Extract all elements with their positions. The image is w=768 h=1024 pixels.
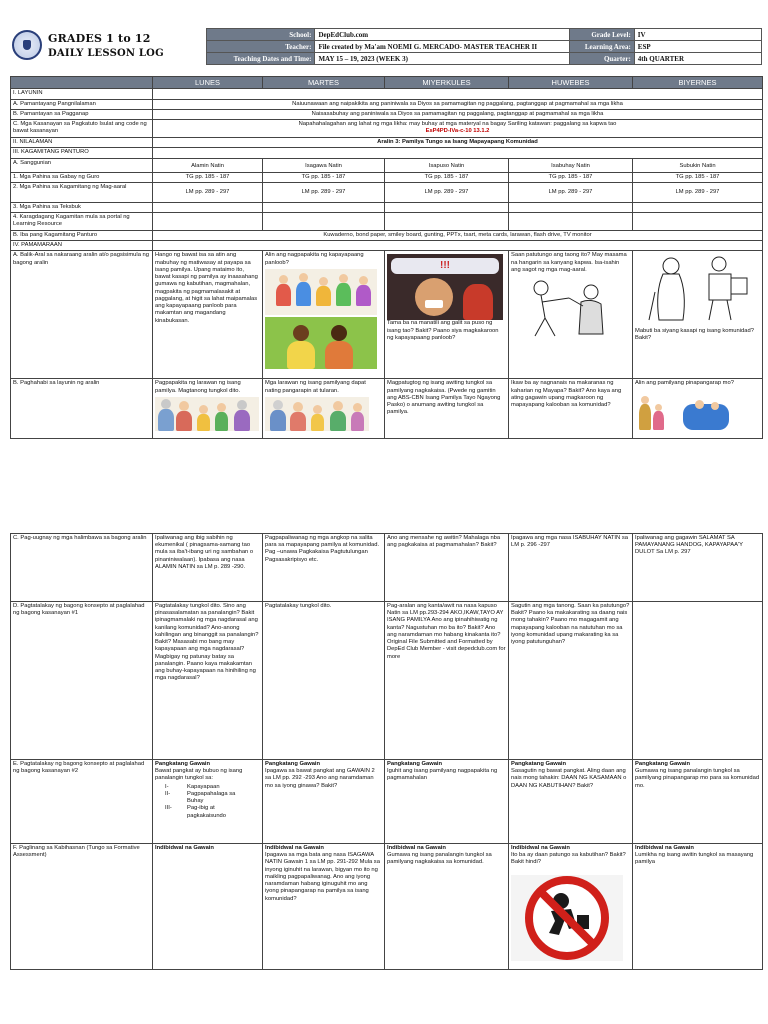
section-biyernes: Subukin Natin	[633, 158, 763, 172]
tg-lunes: TG pp. 185 - 187	[153, 172, 263, 182]
dates-label: Teaching Dates and Time:	[207, 53, 315, 65]
layunin-blank	[153, 89, 763, 99]
school-label: School:	[207, 29, 315, 41]
halimbawa-huwebes: Ipagawa ang mga nasa ISABUHAY NATIN sa LM p. 296 -297	[509, 534, 633, 602]
halimbawa-label: C. Pag-uugnay ng mga halimbawa sa bagong aralin	[11, 534, 153, 602]
konsepto2-biyernes-body: Gumawa ng isang panalangin tungkol sa pamilyang pinapangarap mo para sa komunidad mo.	[635, 768, 760, 789]
kabihasnan-martes-body: Ipagawa sa mga bata ang nasa ISAGAWA NATIN Gawain 1 sa LM pp. 291-292 Mula sa inyong iginuhit na larawan, bigyan mo ito ng maikling pagpapaliwanag. Ano ang iyong naramdaman habang iginuguhit mo ang iyong pinapangarap na pamilya sa isang komunidad?	[265, 852, 380, 902]
karagdagang-lunes	[153, 213, 263, 231]
layunin-aralin-martes: Mga larawan ng isang pamilyang dapat nating pangarapin at tularan.	[265, 380, 366, 394]
tg-martes: TG pp. 185 - 187	[263, 172, 385, 182]
kabihasnan-martes-head: Indibidwal na Gawain	[265, 845, 324, 851]
lm-miyerkules: LM pp. 289 - 297	[385, 182, 509, 202]
konsepto2-lunes-item	[155, 791, 260, 805]
pamamaraan-blank	[153, 241, 763, 251]
konsepto1-label: D. Pagtatalakay ng bagong konsepto at paglalahad ng bagong kasanayan #1	[11, 602, 153, 760]
balik-aral-miyerkules-cell	[385, 251, 509, 379]
area-value: ESP	[634, 41, 761, 53]
halimbawa-lunes: Ipaliwanag ang ibig sabihin ng ekumenikal ( pinagsama-samang tao mula sa iba't-ibang uri ng sambahan o pinaniniwalaan). Ipabasa ang nasa ALAMIN NATIN sa LM p. 289 -290.	[153, 534, 263, 602]
day-martes: MARTES	[263, 77, 385, 89]
balik-aral-biyernes-cell	[633, 251, 763, 379]
konsepto2-lunes-item-text: Kapayapaan	[187, 783, 220, 790]
section-martes: Isagawa Natin	[263, 158, 385, 172]
title-dll: DAILY LESSON LOG	[48, 48, 164, 59]
layunin-heading: I. LAYUNIN	[11, 89, 153, 99]
konsepto2-martes-body: Ipagawa sa bawat pangkat ang GAWAIN 2 sa LM pp. 292 -293 Ano ang naramdaman mo sa iyong ginawa? Bakit?	[265, 768, 375, 789]
karagdagang-huwebes	[509, 213, 633, 231]
dll-header	[10, 28, 762, 64]
kabihasnan-huwebes-head: Indibidwal na Gawain	[511, 845, 570, 851]
nilalaman-value: Aralin 3: Pamilya Tungo sa Isang Mapayapang Komunidad	[153, 138, 763, 148]
pagganap-label: B. Pamantayan sa Pagganap	[11, 109, 153, 119]
kabihasnan-miyerkules-body: Gumawa ng isang panalangin tungkol sa pamilyang nagkakaisa sa komunidad.	[387, 852, 492, 866]
teksbuk-label: 3. Mga Pahina sa Teksbuk	[11, 202, 153, 212]
dll-table-page2	[10, 533, 763, 970]
layunin-aralin-martes-cell	[263, 379, 385, 439]
konsepto2-lunes-item-num: II-	[165, 790, 171, 797]
karagdagang-miyerkules	[385, 213, 509, 231]
day-lunes: LUNES	[153, 77, 263, 89]
balik-aral-martes: Alin ang nagpapakita ng kapayapaang panloob?	[265, 252, 364, 266]
iba-pang-value: Kuwaderno, bond paper, smiley board, gunting, PPTx, tsart, meta cards, larawan, flash drive, TV monitor	[153, 231, 763, 241]
grade-label: Grade Level:	[569, 29, 634, 41]
day-huwebes: HUWEBES	[509, 77, 633, 89]
teksbuk-martes	[263, 202, 385, 212]
lm-biyernes: LM pp. 289 - 297	[633, 182, 763, 202]
konsepto2-lunes-item-text: Pagpapahalaga sa Buhay	[187, 790, 236, 805]
kabihasnan-biyernes-cell	[633, 844, 763, 970]
layunin-aralin-lunes: Pagpapakita ng larawan ng isang pamilya. Magtanong tungkol dito.	[155, 380, 241, 394]
kabihasnan-biyernes-body: Lumikha ng isang awitin tungkol sa masayang pamilya	[635, 852, 754, 866]
konsepto2-lunes-item	[155, 784, 260, 791]
kabihasnan-lunes-head: Indibidwal na Gawain	[155, 845, 214, 851]
iba-pang-label: B. Iba pang Kagamitang Panturo	[11, 231, 153, 241]
kabihasnan-huwebes-body: Ito ba ay daan patungo sa kabutihan? Bakit? Bakit hindi?	[511, 852, 626, 866]
karagdagang-label: 4. Karagdagang Kagamitan mula sa portal ng Learning Resource	[11, 213, 153, 231]
nilalaman-heading: II. NILALAMAN	[11, 138, 153, 148]
quarter-label: Quarter:	[569, 53, 634, 65]
konsepto2-biyernes-head: Pangkatang Gawain	[635, 761, 691, 767]
karagdagang-biyernes	[633, 213, 763, 231]
dream-family-illustration	[635, 390, 735, 432]
tg-huwebes: TG pp. 185 - 187	[509, 172, 633, 182]
kasanayan-cell	[153, 120, 763, 138]
sanggunian-label: A. Sanggunian	[11, 158, 153, 172]
lm-lunes: LM pp. 289 - 297	[153, 182, 263, 202]
konsepto2-lunes-head: Pangkatang Gawain	[155, 761, 211, 767]
konsepto2-martes-cell	[263, 760, 385, 844]
balik-aral-huwebes-cell	[509, 251, 633, 379]
kabihasnan-miyerkules-cell	[385, 844, 509, 970]
halimbawa-biyernes: Ipaliwanag ang gagawin SALAMAT SA PAMAYANANG HANDOG, KAPAYAPAA'Y DULOT Sa LM p. 297	[633, 534, 763, 602]
halimbawa-martes: Pagpapaliwanag ng mga angkop na salita para sa mapayapang pamilya at komunidad. Pag –unawa Pagkakaisa Pagtutulungan Pagsasakripisyo etc.	[263, 534, 385, 602]
konsepto2-lunes-intro: Bawat pangkat ay bubuo ng isang panalangin tungkol sa:	[155, 768, 243, 782]
day-miyerkules: MIYERKULES	[385, 77, 509, 89]
halimbawa-miyerkules: Ano ang mensahe ng awitin? Mahalaga nba ang pagkakaisa at pagmamahalan? Bakit?	[385, 534, 509, 602]
kasanayan-label: C. Mga Kasanayan sa Pagkatuto Isulat ang code ng bawat kasanayan	[11, 120, 153, 138]
kabihasnan-lunes-cell	[153, 844, 263, 970]
kabihasnan-martes-cell	[263, 844, 385, 970]
dll-table-page1	[10, 76, 763, 439]
quarter-value: 4th QUARTER	[634, 53, 761, 65]
lm-label: 2. Mga Pahina sa Kagamitang ng Mag-aaral	[11, 182, 153, 202]
balik-aral-miyerkules: Tama ba na manatili ang galit sa puso ng isang tao? Bakit? Paano siya magkakaroon ng kapayapaang panloob?	[387, 320, 499, 341]
teksbuk-huwebes	[509, 202, 633, 212]
konsepto2-lunes-item-num: III-	[165, 805, 172, 812]
konsepto2-huwebes-head: Pangkatang Gawain	[511, 761, 567, 767]
layunin-aralin-huwebes: Ikaw ba ay nagnanais na makaranas ng kaharian ng Mayapa? Bakit? Ano kaya ang ating gagawin upang magkaroon ng mapayapang kalooban sa komunidad?	[509, 379, 633, 439]
konsepto1-miyerkules: Pag-aralan ang kanta/awit na nasa kapuso Natin sa LM pp.293-294 AKO,IKAW,TAYO AY ISANG PAMILYA Ano ang ipinahihiwatig ng kanta? Nagustuhan mo ba ito? Bakit? Ano ang naramdaman mo habang kinakanta ito? Original File Submitted and Formatted by DepEd Club Member - visit depedclub.com for more	[385, 602, 509, 760]
grade-value: IV	[634, 29, 761, 41]
konsepto2-lunes-item-text: Pag-ibig at pagkakaisundo	[187, 805, 226, 819]
header-info-table	[206, 28, 762, 65]
section-miyerkules: Isapuso Natin	[385, 158, 509, 172]
teksbuk-miyerkules	[385, 202, 509, 212]
konsepto2-lunes-cell	[153, 760, 263, 844]
school-value: DepEdClub.com	[315, 29, 569, 41]
konsepto2-miyerkules-body: Iguhit ang isang pamilyang nagpapakita ng pagmamahalan	[387, 768, 498, 782]
dates-value: MAY 15 – 19, 2023 (WEEK 3)	[315, 53, 569, 65]
konsepto1-biyernes	[633, 602, 763, 760]
kabihasnan-miyerkules-head: Indibidwal na Gawain	[387, 845, 446, 851]
kasanayan-value: Napahahalagahan ang lahat ng mga likha: may buhay at mga materyal na bagay Sariling katawan: paggalang sa kapwa tao	[298, 121, 617, 128]
tg-miyerkules: TG pp. 185 - 187	[385, 172, 509, 182]
konsepto2-miyerkules-head: Pangkatang Gawain	[387, 761, 443, 767]
balik-aral-huwebes: Saan patutungo ang taong ito? May masama na hangarin sa kanyang kapwa. Isa-isahin ang sagot ng mga mag-aaral.	[511, 252, 627, 273]
tg-biyernes: TG pp. 185 - 187	[633, 172, 763, 182]
day-biyernes: BIYERNES	[633, 77, 763, 89]
konsepto1-martes: Pagtatalakay tungkol dito.	[263, 602, 385, 760]
konsepto1-lunes: Pagtatalakay tungkol dito. Sino ang pinasasalamatan sa panalangin? Bakit ipinagmamalaki ng mga nagdarasal ang kanilang komunidad? Ano-anong kahilingan ang binanggit sa panalangin? Bakit? Masasabi mo bang may kapayapaan ang mga nagdarasal? Magbigay ng patunay batay sa panalangin. Paano kaya makakamtan ang buhay-kapayapaan na hinihiling ng mga nagdarasal?	[153, 602, 263, 760]
konsepto2-lunes-item	[155, 805, 260, 819]
gabay-label: 1. Mga Pahina sa Gabay ng Guro	[11, 172, 153, 182]
days-header-row	[11, 77, 763, 89]
kasanayan-code: EsP4PD-IVa-c-10 13.1.2	[425, 128, 490, 135]
pamamaraan-heading: IV. PAMAMARAAN	[11, 241, 153, 251]
layunin-aralin-biyernes: Alin ang pamilyang pinapangarap mo?	[635, 380, 734, 387]
lm-huwebes: LM pp. 289 - 297	[509, 182, 633, 202]
family-circle-illustration	[265, 269, 377, 315]
balik-aral-lunes: Hango ng bawat isa sa atin ang mabuhay ng matiwasay at payapa sa isang pamilya. Upang mataimo ito, bawat kasapi ng pamilya ay inaasahang gumawa ng kabutihan, magmahalan, magpakita ng pagmamalasakit at paggalang, at higit sa lahat maipamalas ang kapayapaang panloob para makamtan ang magandang kinabukasan.	[153, 251, 263, 379]
teacher-label: Teacher:	[207, 41, 315, 53]
layunin-ng-aralin-label: B. Paghahabi sa layunin ng aralin	[11, 379, 153, 439]
lm-martes: LM pp. 289 - 297	[263, 182, 385, 202]
pamantayang-value: Naiuunawaan ang naipakikita ang paniniwala sa Diyos sa pamamagitan ng paggalang, pagtanggap at pagmamahal sa mga likha	[153, 99, 763, 109]
konsepto1-huwebes: Sagutin ang mga tanong. Saan ka patutungo? Bakit? Paano ka makakarating sa daang nais mong tahakin? Paano mo magagamit ang mapayapang kalooban na natutuhan mo sa iyong komunidad upang makarating ka sa iyong patutunguhan?	[509, 602, 633, 760]
kabihasnan-huwebes-cell	[509, 844, 633, 970]
konsepto2-miyerkules-cell	[385, 760, 509, 844]
konsepto2-huwebes-body: Sasagutin ng bawat pangkat. Aling daan ang nais mong tahakin: DAAN NG KASAMAAN o DAAN NG KABUTIHAN? Bakit?	[511, 768, 627, 789]
konsepto2-martes-head: Pangkatang Gawain	[265, 761, 321, 767]
teksbuk-lunes	[153, 202, 263, 212]
karagdagang-martes	[263, 213, 385, 231]
teacher-value: File created by Ma'am NOEMI G. MERCADO- MASTER TEACHER II	[315, 41, 569, 53]
family-photo-illustration	[155, 397, 259, 431]
layunin-aralin-biyernes-cell	[633, 379, 763, 439]
thief-sketch-illustration	[511, 274, 621, 338]
corner-cell	[11, 77, 153, 89]
layunin-aralin-miyerkules: Magpatugtog ng isang awiting tungkol sa pamilyang nagkakaisa. (Pwede ng gamitin ang ABS-CBN Isang Pamilya Tayo Ngayong Pasko) o anumang awiting tungkol sa pamilya.	[385, 379, 509, 439]
layunin-aralin-lunes-cell	[153, 379, 263, 439]
section-huwebes: Isabuhay Natin	[509, 158, 633, 172]
konsepto2-biyernes-cell	[633, 760, 763, 844]
elderly-helper-sketch	[635, 252, 755, 324]
pamantayang-label: A. Pamantayang Pangnilalaman	[11, 99, 153, 109]
no-thief-sign-illustration	[511, 875, 623, 961]
ideal-family-illustration	[265, 397, 369, 431]
balik-aral-martes-cell	[263, 251, 385, 379]
konsepto2-huwebes-cell	[509, 760, 633, 844]
kagamitang-heading: III. KAGAMITANG PANTURO	[11, 148, 153, 158]
konsepto2-label: E. Pagtatalakay ng bagong konsepto at paglalahad ng bagong kasanayan #2	[11, 760, 153, 844]
konsepto2-lunes-item-num: I-	[165, 783, 169, 790]
section-lunes: Alamin Natin	[153, 158, 263, 172]
teksbuk-biyernes	[633, 202, 763, 212]
pagganap-value: Naisasabuhay ang paniniwala sa Diyos sa pamamagitan ng paggalang, pagtanggap at pagmamahal sa mga likha	[153, 109, 763, 119]
balik-aral-label: A. Balik-Aral sa nakaraang aralin at/o pagsisimula ng bagong aralin	[11, 251, 153, 379]
kabihasnan-biyernes-head: Indibidwal na Gawain	[635, 845, 694, 851]
area-label: Learning Area:	[569, 41, 634, 53]
angry-comic-illustration: !!!	[387, 254, 503, 320]
deped-seal-icon	[12, 30, 42, 60]
kabihasnan-label: F. Paglinang sa Kabihasnan (Tungo sa Formative Assessment)	[11, 844, 153, 970]
family-hug-illustration	[265, 317, 377, 369]
title-grades: GRADES 1 to 12	[48, 32, 151, 45]
balik-aral-biyernes: Mabuti ba siyang kasapi ng isang komunidad? Bakit?	[635, 327, 754, 341]
kagamitang-blank	[153, 148, 763, 158]
